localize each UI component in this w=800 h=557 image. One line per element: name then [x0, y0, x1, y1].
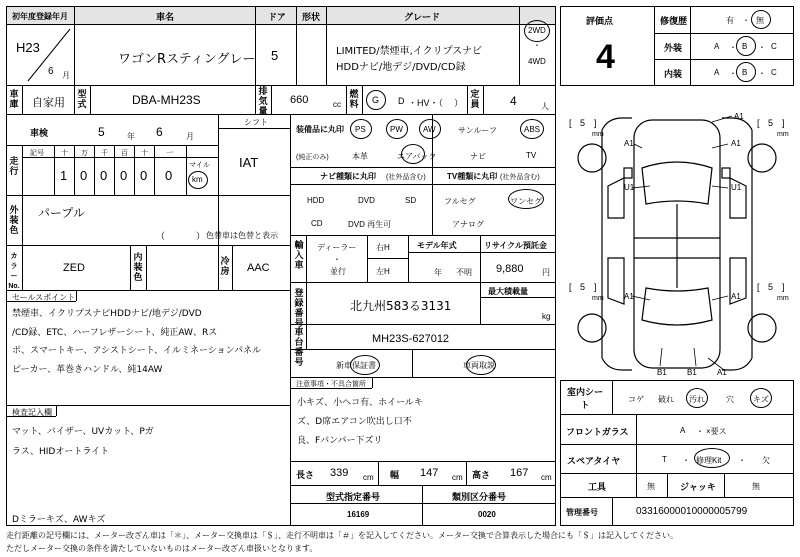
- capacity-label: 定員: [470, 89, 480, 109]
- grade-opt: B: [742, 42, 748, 51]
- model-value: DBA-MH23S: [132, 93, 201, 107]
- tv-sub: (社外品含む): [500, 174, 540, 181]
- warranty-label: 新車保証書: [336, 361, 376, 370]
- glass-opt: ×要ス: [706, 427, 727, 436]
- first-reg-year: H23: [16, 40, 40, 55]
- spare-opt: 修理Kit: [696, 456, 722, 465]
- tread-value: 5: [768, 282, 774, 292]
- seat-opt: キズ: [753, 395, 769, 404]
- equipment-subtitle: (純正のみ): [296, 154, 329, 161]
- equip-item: TV: [526, 151, 537, 160]
- max-load-label: 最大積載量: [488, 287, 528, 296]
- width-unit: cm: [452, 473, 463, 482]
- rating-value: 4: [596, 38, 615, 76]
- equip-item: PS: [355, 125, 366, 134]
- chassis-label: 車台番号: [294, 327, 304, 367]
- inspection-year: 5: [98, 125, 105, 139]
- capacity-value: 4: [510, 94, 517, 108]
- displacement-unit: cc: [333, 100, 341, 109]
- ac-value: AAC: [247, 262, 270, 274]
- door-value: 5: [271, 48, 279, 63]
- height-value: 167: [510, 467, 529, 479]
- import-right: 右H: [376, 243, 390, 252]
- mileage-digit: 0: [100, 168, 108, 183]
- exterior-color-value: パープル: [38, 206, 85, 220]
- grade-opt: A: [714, 68, 720, 77]
- dmg-code-a1: A1: [624, 139, 634, 148]
- recycle-unit: 円: [542, 268, 550, 277]
- seat-opt: 破れ: [658, 395, 674, 404]
- inspection-year-unit: 年: [127, 132, 135, 141]
- tools-label: 工具: [588, 482, 607, 492]
- mileage-label: 走行: [9, 156, 19, 176]
- tread-bracket: [: [757, 282, 760, 292]
- grade-opt: ・: [758, 69, 766, 78]
- inspector-line: ラス、HIDオートライト: [12, 447, 110, 457]
- equip-item: 本革: [352, 152, 368, 161]
- shift-label: シフト: [244, 118, 268, 127]
- exterior-color-label: 外装色: [9, 205, 19, 235]
- equip-item: サンルーフ: [458, 126, 497, 135]
- equip-item: AW: [423, 125, 436, 134]
- inspector-title: 検査記入欄: [12, 408, 52, 417]
- drive-dot: ・: [533, 41, 541, 50]
- seat-opt: 汚れ: [689, 395, 705, 404]
- tread-bracket: ]: [782, 282, 785, 292]
- length-value: 339: [330, 467, 349, 479]
- repair-label: 修復歴: [660, 16, 688, 26]
- exterior-color-note: 色替車は色替と表示: [206, 231, 278, 240]
- equipment-title: 装備品に丸印: [296, 125, 344, 134]
- dmg-code-u1: U1: [731, 183, 742, 192]
- jack-label: ジャッキ: [680, 482, 716, 492]
- fuel-g: G: [372, 95, 380, 105]
- door-label: ドア: [268, 12, 286, 22]
- digit-header: 千: [101, 150, 108, 157]
- footer-line1: 走行距離の記号欄には、メーター改ざん車は「＊」、メーター交換車は「＄」、走行不明車は「＃」を記入してください。メーター交換で合算表示した場合にも「＄」は記入してください。: [6, 531, 678, 540]
- interior-color-label: 内装色: [133, 252, 143, 282]
- width-label: 幅: [390, 470, 400, 480]
- mileage-digit: 0: [140, 168, 148, 183]
- model-year-unit: 年: [434, 268, 442, 277]
- first-reg-label: 初年度登録年月: [12, 12, 68, 21]
- model-label: 型式: [77, 89, 87, 109]
- digit-header: 万: [81, 150, 88, 157]
- navi-opt: DVD: [358, 196, 375, 205]
- inspection-label: 車検: [30, 128, 49, 138]
- displacement-label: 排気量: [258, 86, 268, 116]
- reg-no-label: 登録番号: [294, 288, 304, 328]
- sales-line: ポ、スマートキー、アシストシート、イルミネーションパネル: [12, 346, 262, 356]
- grade-opt: C: [771, 42, 777, 51]
- repair-opt: 有: [726, 16, 734, 25]
- digit-header: 十: [141, 150, 148, 157]
- navi-title: ナビ種類に丸印: [320, 172, 376, 181]
- model-year-label: モデル年式: [417, 241, 457, 250]
- category-label: 類別区分番号: [452, 492, 507, 502]
- dmg-code-a1: A1: [717, 368, 727, 377]
- grade-line2: HDDナビ/地デジ/DVD/CD録: [336, 62, 466, 73]
- first-reg-month: 6: [48, 66, 54, 77]
- equip-item: PW: [390, 125, 403, 134]
- repair-opt: ・: [742, 16, 750, 25]
- footer-line2: ただしメーター交換の条件を満たしていないものはメーター改ざん車扱いとなります。: [6, 544, 318, 553]
- grade-opt: B: [742, 68, 748, 77]
- car-name-label: 車名: [156, 12, 175, 22]
- spare-tire-label: スペアタイヤ: [567, 456, 621, 466]
- inspector-line: マット、バイザー、UVカット、Pガ: [12, 427, 154, 437]
- dmg-code-b1: B1: [657, 368, 667, 377]
- grade-opt: A: [714, 42, 720, 51]
- dmg-code-a1: A1: [734, 112, 744, 121]
- spare-opt: ・: [682, 456, 690, 465]
- sales-points-title: セールスポイント: [12, 293, 76, 302]
- first-reg-month-unit: 月: [62, 71, 70, 80]
- sales-line: 禁煙車、イクリプスナビHDDナビ/地デジ/DVD: [12, 309, 202, 319]
- width-value: 147: [420, 467, 439, 479]
- management-no-value: 03316000010000005799: [636, 506, 748, 517]
- notes-title: 注意事項・不具合箇所: [296, 381, 366, 388]
- interior-seat-label: 室内シート: [567, 387, 604, 410]
- equip-item: ナビ: [470, 152, 486, 161]
- notes-line: 小キズ、小ヘコ有、ホイールキ: [297, 398, 423, 408]
- navi-opt: SD: [405, 196, 417, 205]
- shape-label: 形状: [302, 12, 321, 22]
- drive-4wd: 4WD: [528, 57, 546, 66]
- category-value: 0020: [478, 510, 496, 519]
- seat-opt: コゲ: [628, 395, 644, 404]
- spare-opt: ・: [738, 456, 746, 465]
- navi-opt: CD: [311, 219, 323, 228]
- type-designation-label: 型式指定番号: [326, 492, 381, 502]
- mileage-digit: 0: [120, 168, 128, 183]
- import-label: 輸入車: [294, 240, 304, 270]
- ac-label: 冷房: [220, 256, 230, 276]
- import-left: 左H: [376, 267, 390, 276]
- usage-value: 自家用: [32, 97, 65, 109]
- tread-bracket: [: [569, 118, 572, 128]
- dmg-code-a1: A1: [731, 292, 741, 301]
- glass-opt: A: [680, 426, 686, 435]
- car-name-value: ワゴンRスティングレー: [118, 52, 256, 67]
- tv-opt: フルセグ: [444, 197, 476, 206]
- tv-opt: アナログ: [452, 220, 484, 229]
- navi-opt: HDD: [307, 196, 325, 205]
- tread-unit: mm: [592, 295, 604, 302]
- shift-value: IAT: [239, 155, 259, 170]
- rating-label: 評価点: [586, 16, 614, 26]
- grade-line1: LIMITED/禁煙車,イクリプスナビ: [336, 46, 482, 57]
- dmg-code-b1: B1: [687, 368, 697, 377]
- dmg-code-a1: A1: [624, 292, 634, 301]
- fuel-d: D: [398, 96, 405, 106]
- tread-unit: mm: [777, 295, 789, 302]
- dmg-code-a1: A1: [731, 139, 741, 148]
- length-label: 長さ: [296, 470, 315, 480]
- import-dealer: ディーラー: [317, 243, 357, 252]
- fuel-close: ）: [454, 98, 464, 108]
- tread-value: 5: [580, 118, 586, 128]
- spare-opt: 欠: [762, 456, 770, 465]
- inspector-footer: Dミラーキズ、AWキズ: [12, 515, 106, 525]
- mileage-unit: km: [192, 175, 203, 184]
- max-load-unit: kg: [542, 312, 551, 321]
- tread-value: 5: [580, 282, 586, 292]
- digit-header: 一: [166, 150, 173, 157]
- inspection-month: 6: [156, 125, 163, 139]
- tread-bracket: [: [757, 118, 760, 128]
- manual-label: 車両取説: [463, 361, 495, 370]
- usage-label: 車庫: [9, 89, 19, 109]
- seat-opt: 穴: [726, 395, 734, 404]
- recycle-value: 9,880: [496, 263, 524, 275]
- mileage-unit-label: マイル: [189, 162, 210, 169]
- navi-sub: (社外品含む): [386, 174, 426, 181]
- color-no-value: ZED: [63, 262, 85, 274]
- digit-header: 十: [61, 150, 68, 157]
- equip-item: ABS: [524, 125, 541, 134]
- exterior-label: 外装: [664, 43, 683, 53]
- dmg-code-u1: U1: [624, 183, 635, 192]
- length-unit: cm: [363, 473, 374, 482]
- tread-bracket: [: [569, 282, 572, 292]
- recycle-label: リサイクル預託金: [484, 241, 547, 250]
- mileage-digit: 0: [165, 168, 173, 183]
- management-no-label: 管理番号: [566, 508, 598, 517]
- grade-opt: ・: [729, 69, 737, 78]
- reg-no-value: 北九州583る3131: [350, 299, 452, 313]
- type-designation-value: 16169: [347, 510, 370, 519]
- grade-opt: ・: [758, 43, 766, 52]
- interior-label: 内装: [664, 69, 683, 79]
- notes-line: ズ、D席エアコン吹出し口不: [297, 417, 412, 427]
- repair-opt: 無: [756, 16, 764, 25]
- drive-2wd: 2WD: [528, 26, 546, 35]
- import-parallel: 並行: [330, 267, 346, 276]
- navi-opt: DVD 再生可: [348, 220, 392, 229]
- tv-opt: ワンセグ: [510, 197, 542, 206]
- tread-value: 5: [768, 118, 774, 128]
- fuel-label: 燃料: [349, 89, 359, 109]
- tread-bracket: ]: [782, 118, 785, 128]
- paren-close: ）: [196, 231, 206, 241]
- tv-title: TV種類に丸印: [447, 172, 498, 181]
- inspection-month-unit: 月: [186, 132, 194, 141]
- paren-open: （: [156, 231, 166, 241]
- model-year-unknown: 不明: [456, 268, 472, 277]
- import-dot: ・: [333, 255, 341, 264]
- sales-line: /CD録、ETC、ハーフレザーシート、純正AW、Rス: [12, 328, 218, 338]
- tread-bracket: ]: [594, 282, 597, 292]
- mileage-digit: 1: [60, 168, 68, 183]
- color-no-label: カラーNo.: [8, 253, 20, 290]
- grade-opt: C: [771, 68, 777, 77]
- tools-value: 無: [647, 482, 655, 491]
- capacity-unit: 人: [541, 102, 549, 111]
- glass-opt: ・: [696, 427, 704, 436]
- mileage-symbol-label: 記号: [30, 150, 44, 157]
- car-body-diagram: [562, 108, 792, 378]
- equip-item: エアバック: [397, 152, 437, 161]
- grade-label: グレード: [404, 12, 441, 22]
- grade-opt: ・: [729, 43, 737, 52]
- digit-header: 百: [121, 150, 128, 157]
- fuel-hv: ・HV・（: [408, 98, 444, 108]
- displacement-value: 660: [290, 94, 309, 106]
- height-unit: cm: [541, 473, 552, 482]
- height-label: 高さ: [472, 470, 491, 480]
- tread-unit: mm: [592, 131, 604, 138]
- front-glass-label: フロントガラス: [566, 427, 629, 437]
- spare-opt: T: [662, 455, 667, 464]
- notes-line: 良、Fバンパー下ズリ: [297, 436, 383, 446]
- chassis-value: MH23S-627012: [372, 333, 450, 345]
- sales-line: ピーカー、革巻きハンドル、純14AW: [12, 365, 163, 375]
- tread-bracket: ]: [594, 118, 597, 128]
- mileage-digit: 0: [80, 168, 88, 183]
- tread-unit: mm: [777, 131, 789, 138]
- jack-value: 無: [752, 482, 760, 491]
